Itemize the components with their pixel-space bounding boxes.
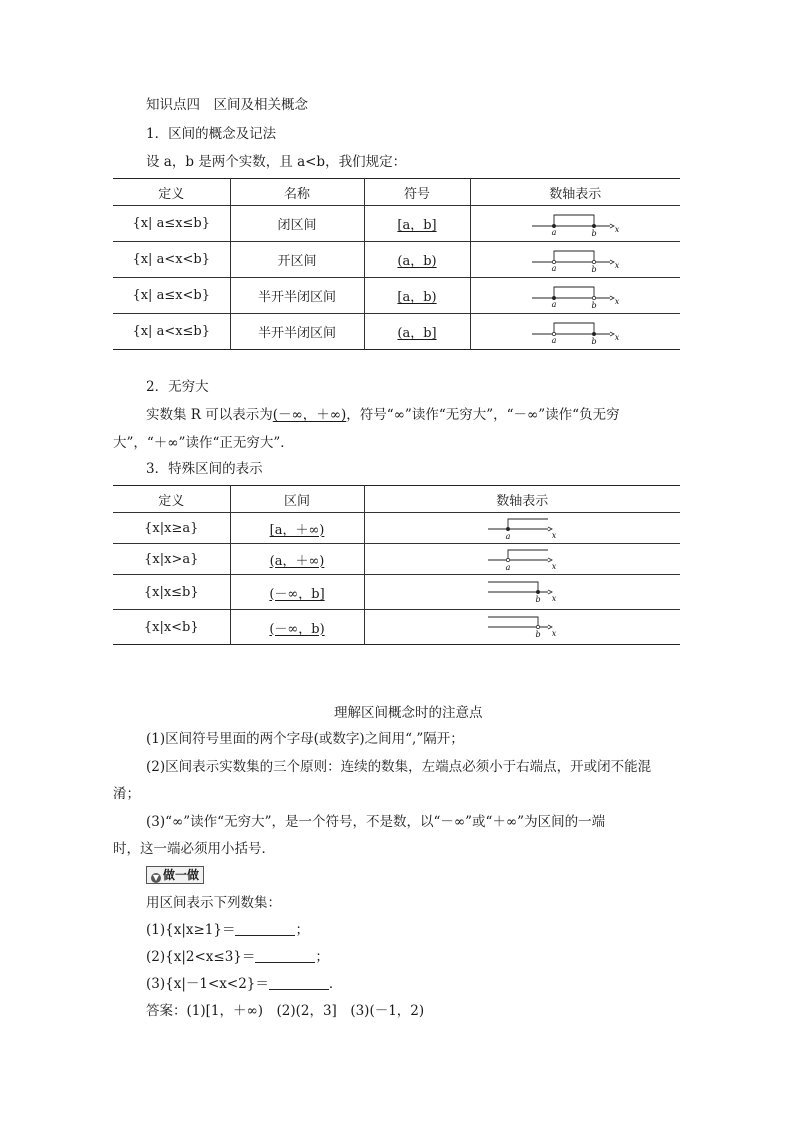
- definition-cell: {x| a≤x≤b}: [132, 216, 211, 231]
- note-3-continued: 时，这一端必须用小括号．: [113, 841, 275, 857]
- note-2: (2)区间表示实数集的三个原则：连续的数集，左端点必须小于右端点，开或闭不能混: [146, 759, 652, 775]
- axis-variable-label: x: [614, 260, 620, 270]
- right-endpoint-label: b: [591, 300, 597, 310]
- real-line-interval: (－∞，＋∞): [272, 407, 347, 423]
- right-endpoint: [593, 224, 596, 227]
- chevron-down-icon: ▼: [152, 873, 160, 882]
- interval-cell: (－∞，b): [269, 621, 325, 637]
- symbol-cell: (a，b): [397, 254, 437, 269]
- definition-cell: {x| a<x≤b}: [132, 324, 211, 339]
- left-endpoint-label: a: [551, 263, 557, 273]
- exercise-q3: (3){x|－1<x<2}＝ ．: [146, 976, 343, 992]
- exercise-badge: ▼ 做一做: [146, 866, 204, 884]
- note-2-continued: 淆；: [113, 786, 140, 802]
- axis-variable-label: x: [551, 594, 557, 603]
- endpoint-label: a: [505, 563, 511, 572]
- header-symbol: 符号: [364, 179, 470, 206]
- header-interval: 区间: [230, 486, 364, 513]
- exercise-prompt: 用区间表示下列数集：: [146, 895, 281, 911]
- definition-cell: {x|x<b}: [143, 619, 199, 635]
- endpoint: [537, 625, 540, 628]
- number-line: [530, 318, 620, 346]
- number-line: [530, 246, 620, 274]
- special-interval-table: [113, 485, 680, 645]
- definition-cell: {x| a<x<b}: [132, 252, 211, 267]
- table-row: [113, 206, 680, 242]
- part2-heading: 2．无穷大: [146, 379, 209, 395]
- name-cell: 半开半闭区间: [230, 278, 364, 314]
- answer-blank: [255, 948, 315, 963]
- symbol-cell: (a，b]: [397, 326, 437, 341]
- table-row: [113, 610, 680, 645]
- note-3: (3)“∞”读作“无穷大”，是一个符号，不是数，以“－∞”或“＋∞”为区间的一端: [146, 814, 606, 830]
- part2-text: 实数集 R 可以表示为(－∞，＋∞)，符号“∞”读作“无穷大”，“－∞”读作“负无穷: [146, 407, 620, 423]
- notes-title: 理解区间概念时的注意点: [334, 705, 483, 721]
- header-definition: 定义: [158, 186, 185, 202]
- part3-heading: 3．特殊区间的表示: [146, 461, 263, 477]
- interval-table: [113, 178, 680, 350]
- interval-cell: (a，＋∞): [269, 553, 325, 569]
- header-number-line: 数轴表示: [470, 179, 680, 206]
- definition-cell: {x| a≤x<b}: [132, 288, 211, 303]
- interval-cell: [a，＋∞): [269, 522, 325, 538]
- symbol-cell: [a，b]: [397, 218, 437, 233]
- axis-arrow: [610, 296, 614, 300]
- definition-cell: {x|x≥a}: [144, 520, 199, 536]
- axis-variable-label: x: [614, 332, 620, 342]
- header-name: 名称: [230, 179, 364, 206]
- axis-variable-label: x: [614, 296, 620, 306]
- right-endpoint: [593, 260, 596, 263]
- axis-arrow: [610, 224, 614, 228]
- table-row: [113, 278, 680, 314]
- axis-variable-label: x: [551, 562, 557, 571]
- left-endpoint-label: a: [551, 227, 557, 237]
- definition-cell: {x|x>a}: [144, 551, 199, 567]
- number-line: [530, 282, 620, 310]
- interval-bracket: [554, 251, 594, 262]
- part2-text-continued: 大”，“＋∞”读作“正无穷大”．: [113, 435, 294, 451]
- header-number-line: 数轴表示: [364, 486, 680, 513]
- number-line: [486, 613, 558, 641]
- exercise-answer: 答案：(1)[1，＋∞) (2)(2，3] (3)(－1，2): [146, 1003, 425, 1019]
- interval-bracket: [554, 215, 594, 226]
- endpoint-label: a: [505, 532, 511, 541]
- right-endpoint: [593, 296, 596, 299]
- table-row: [113, 575, 680, 610]
- name-cell: 闭区间: [230, 206, 364, 242]
- exercise-q1: (1){x|x≥1}＝ ；: [146, 922, 309, 938]
- axis-arrow: [610, 260, 614, 264]
- table-row: [113, 513, 680, 544]
- definition-cell: {x|x≤b}: [143, 584, 199, 600]
- number-line: [486, 546, 558, 572]
- section-title: 知识点四 区间及相关概念: [146, 97, 308, 113]
- note-1: (1)区间符号里面的两个字母(或数字)之间用“,”隔开；: [146, 731, 464, 747]
- endpoint: [507, 558, 510, 561]
- axis-variable-label: x: [614, 224, 620, 234]
- name-cell: 开区间: [230, 242, 364, 278]
- interval-bracket: [554, 287, 594, 298]
- axis-arrow: [610, 332, 614, 336]
- right-endpoint-label: b: [591, 228, 597, 238]
- part1-heading: 1．区间的概念及记法: [146, 126, 277, 142]
- name-cell: 半开半闭区间: [230, 314, 364, 350]
- right-endpoint-label: b: [591, 264, 597, 274]
- symbol-cell: [a，b): [397, 290, 437, 305]
- answer-blank: [269, 975, 329, 990]
- endpoint-label: b: [535, 630, 541, 639]
- interval-cell: (－∞，b]: [269, 586, 325, 602]
- number-line: [486, 578, 558, 606]
- right-endpoint: [593, 332, 596, 335]
- header-definition: 定义: [158, 493, 185, 509]
- ray-bracket: [508, 550, 548, 560]
- number-line: [486, 515, 558, 541]
- endpoint-label: b: [535, 595, 541, 604]
- number-line: [530, 210, 620, 238]
- part1-intro: 设 a，b 是两个实数，且 a<b，我们规定：: [146, 154, 407, 170]
- ray-bracket: [488, 582, 538, 592]
- endpoint: [537, 590, 540, 593]
- axis-variable-label: x: [551, 531, 557, 540]
- left-endpoint-label: a: [551, 299, 557, 309]
- table-row: [113, 242, 680, 278]
- table-row: [113, 544, 680, 575]
- answer-blank: [235, 921, 295, 936]
- left-endpoint-label: a: [551, 335, 557, 345]
- axis-variable-label: x: [551, 629, 557, 638]
- endpoint: [507, 527, 510, 530]
- exercise-q2: (2){x|2<x≤3}＝ ；: [146, 949, 329, 965]
- ray-bracket: [488, 617, 538, 627]
- table-row: [113, 314, 680, 350]
- right-endpoint-label: b: [591, 336, 597, 346]
- ray-bracket: [508, 519, 548, 529]
- interval-bracket: [554, 323, 594, 334]
